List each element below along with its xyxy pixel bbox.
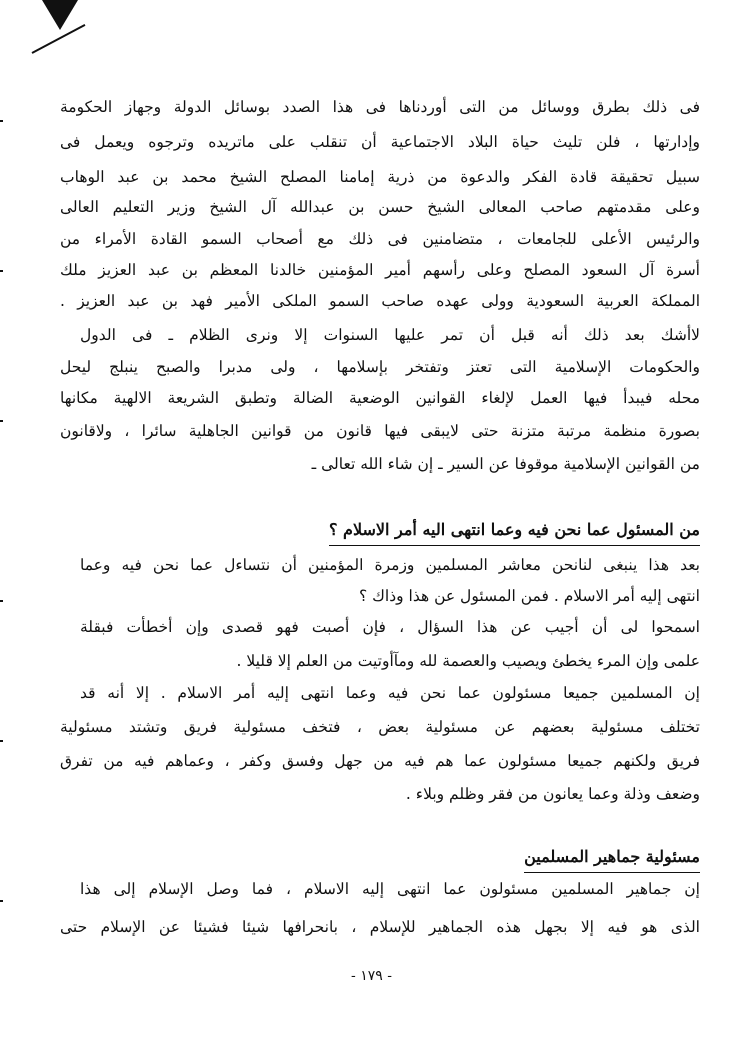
text-line: بعد هذا ينبغى لنانحن معاشر المسلمين وزمرة المؤمنين أن نتساءل عما نحن فيه وعما	[80, 556, 700, 574]
section-heading: مسئولية جماهير المسلمين	[524, 843, 700, 873]
text-line: من القوانين الإسلامية موقوفا عن السير ـ إن شاء الله تعالى ـ	[311, 455, 700, 473]
section-heading: من المسئول عما نحن فيه وعما انتهى اليه أمر الاسلام ؟	[329, 516, 700, 546]
left-edge-ticks	[0, 120, 3, 122]
page-number: - ١٧٩ -	[351, 968, 392, 984]
text-line: والرئيس الأعلى للجامعات ، متضامنين فى ذلك مع أصحاب السمو القادة الأمراء من	[60, 230, 700, 248]
text-line: فريق ولكنهم جميعا مسئولون عما هم فيه من جهل وفسق وكفر ، وعماهم فيه من تفرق	[60, 752, 700, 770]
text-line: إن جماهير المسلمين مسئولون عما انتهى إليه الاسلام ، فما وصل الإسلام إلى هذا	[80, 880, 700, 898]
text-line: المملكة العربية السعودية وولى عهده صاحب السمو الملكى الأمير فهد بن عبد العزيز .	[60, 292, 700, 310]
text-line: بصورة منظمة مرتبة متزنة حتى لايبقى فيها قانون من قوانين الجاهلية سائرا ، ولاقانون	[60, 422, 700, 440]
text-line: وعلى مقدمتهم صاحب المعالى الشيخ حسن بن عبدالله آل الشيخ وزير التعليم العالى	[60, 198, 700, 216]
text-line: تختلف مسئولية بعضهم عن مسئولية بعض ، فتخف مسئولية فريق وتشتد مسئولية	[60, 718, 700, 736]
page-body	[60, 0, 700, 1042]
text-line: فى ذلك بطرق ووسائل من التى أوردناها فى هذا الصدد بوسائل الدولة وجهاز الحكومة	[60, 98, 700, 116]
text-line: محله فيبدأ فيها العمل لإلغاء القوانين الوضعية الضالة وتطبق الشريعة الالهية مكانها	[60, 389, 700, 407]
text-line: والحكومات الإسلامية التى تعتز وتفتخر بإسلامها ، ولى مدبرا والصبح ينبلج ليحل	[60, 358, 700, 376]
text-line: أسرة آل السعود المصلح وعلى رأسهم أمير المؤمنين خالدنا المعظم بن عبد العزيز ملك	[60, 261, 700, 279]
text-line: الذى هو فيه إلا بجهل هذه الجماهير للإسلام ، بانحرافها شيئا فشيئا عن الإسلام حتى	[60, 918, 700, 936]
text-line: لاأشك بعد ذلك أنه قبل أن تمر عليها السنوات إلا ونرى الظلام ـ فى الدول	[80, 326, 700, 344]
text-line: سبيل تحقيقة قادة الفكر والدعوة من ذرية إمامنا المصلح الشيخ محمد بن عبد الوهاب	[60, 168, 700, 186]
text-line: وإدارتها ، فلن تليث حياة البلاد الاجتماعية أن تنقلب على ماتريده وترجوه ويعمل فى	[60, 133, 700, 151]
text-line: اسمحوا لى أن أجيب عن هذا السؤال ، فإن أصبت فهو قصدى وإن أخطأت فبقلة	[80, 618, 700, 636]
text-line: انتهى إليه أمر الاسلام . فمن المسئول عن هذا وذاك ؟	[358, 587, 700, 605]
text-line: إن المسلمين جميعا مسئولون عما نحن فيه وعما انتهى إليه أمر الاسلام . إلا أنه قد	[80, 684, 700, 702]
text-line: علمى وإن المرء يخطئ ويصيب والعصمة لله ومآأوتيت من العلم إلا قليلا .	[236, 652, 700, 670]
text-line: وضعف وذلة وعما يعانون من فقر وظلم وبلاء .	[405, 785, 700, 803]
